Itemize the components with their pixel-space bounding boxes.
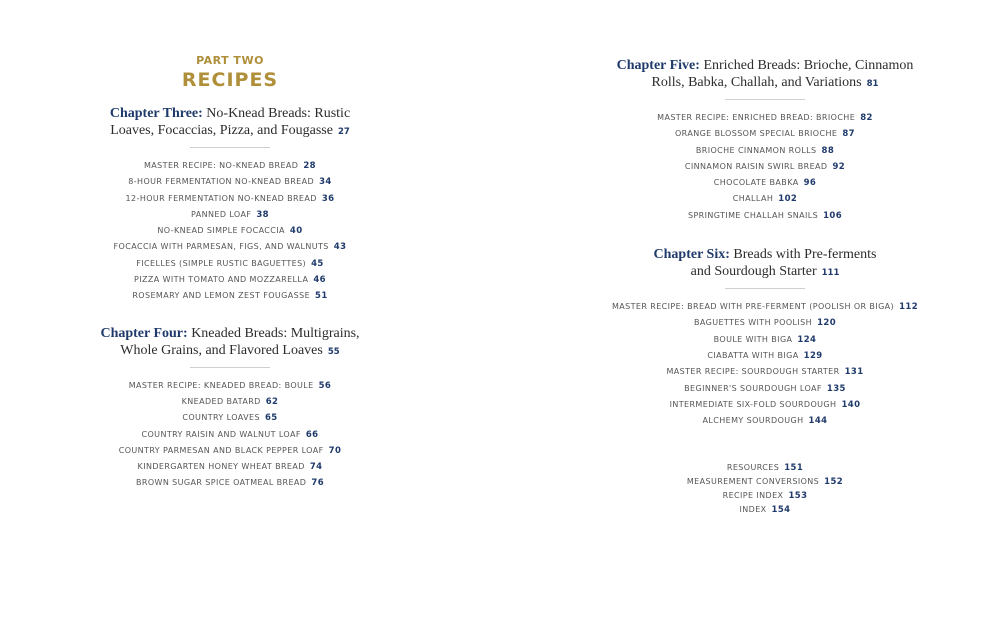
entry-page-number: 102 [778,194,798,205]
entry-list [600,110,930,224]
chapter-five [600,57,930,224]
entry-label: MASTER RECIPE: KNEADED BREAD: BOULE [128,380,314,390]
entry-label: MASTER RECIPE: NO-KNEAD BREAD [144,161,299,170]
chapter-label: Chapter Three: [109,106,203,121]
toc-entry[interactable] [80,288,380,304]
chapter-title-line2: Whole Grains, and Flavored Loaves [120,342,323,358]
entry-page-number: 62 [265,396,279,407]
chapter-title[interactable] [600,57,930,93]
toc-entry[interactable] [80,378,380,394]
chapter-title-line2: Loaves, Focaccias, Pizza, and Fougasse [110,123,333,138]
entry-label: CHALLAH [732,194,774,204]
entry-list [80,378,380,492]
toc-entry[interactable] [80,272,380,288]
toc-entry[interactable] [600,126,930,142]
chapter-title-line1: Enriched Breads: Brioche, Cinnamon [699,58,914,73]
entry-label: MASTER RECIPE: SOURDOUGH STARTER [666,367,840,377]
toc-entry[interactable] [600,110,930,126]
toc-entry[interactable] [80,239,380,255]
entry-page-number: 140 [841,399,861,410]
toc-entry[interactable] [600,489,930,503]
chapter-label: Chapter Six: [653,247,730,263]
entry-label: 12-HOUR FERMENTATION NO-KNEAD BREAD [125,193,317,203]
entry-page-number: 120 [817,318,837,329]
entry-page-number: 92 [832,161,846,172]
entry-page-number: 56 [318,380,332,391]
entry-page-number: 51 [315,291,328,302]
chapter-page: 55 [327,346,340,357]
divider [725,288,805,289]
entry-label: ORANGE BLOSSOM SPECIAL BRIOCHE [674,129,838,139]
entry-page-number: 129 [803,350,823,361]
entry-label: RESOURCES [726,463,780,473]
chapter-four [80,325,380,492]
entry-page-number: 88 [821,145,835,156]
chapter-title[interactable] [80,105,380,141]
toc-entry[interactable] [80,174,380,190]
toc-entry[interactable] [600,397,930,413]
entry-page-number: 34 [319,177,332,188]
entry-label: KNEADED BATARD [181,396,261,406]
entry-label: MEASUREMENT CONVERSIONS [686,477,820,487]
entry-label: MASTER RECIPE: BREAD WITH PRE-FERMENT (POOLISH OR BIGA) [611,302,895,312]
toc-entry[interactable] [600,143,930,159]
toc-entry[interactable] [80,410,380,426]
entry-label: SPRINGTIME CHALLAH SNAILS [687,210,819,220]
toc-entry[interactable] [600,315,930,331]
chapter-title[interactable] [80,325,380,361]
entry-label: PIZZA WITH TOMATO AND MOZZARELLA [134,275,309,285]
entry-label: CHOCOLATE BABKA [713,178,799,188]
toc-entry[interactable] [80,443,380,459]
entry-label: COUNTRY RAISIN AND WALNUT LOAF [141,429,301,439]
entry-page-number: 131 [844,367,864,378]
chapter-six [600,246,930,429]
entry-page-number: 151 [784,463,804,474]
entry-label: BEGINNER'S SOURDOUGH LOAF [684,383,822,393]
entry-label: BRIOCHE CINNAMON ROLLS [695,145,817,155]
entry-label: MASTER RECIPE: ENRICHED BREAD: BRIOCHE [657,113,856,122]
chapter-page: 111 [821,268,840,279]
toc-entry[interactable] [80,207,380,223]
entry-label: BROWN SUGAR SPICE OATMEAL BREAD [135,478,307,488]
toc-entry[interactable] [80,223,380,239]
entry-page-number: 66 [305,429,319,440]
entry-page-number: 106 [823,210,843,221]
chapter-page: 27 [337,127,350,137]
entry-label: COUNTRY LOAVES [182,413,260,423]
part-kicker: PART TWO [196,54,264,67]
entry-page-number: 112 [899,302,919,313]
entry-label: PANNED LOAF [191,209,252,219]
toc-entry[interactable] [80,191,380,207]
entry-label: BAGUETTES WITH POOLISH [693,318,813,328]
toc-entry[interactable] [600,475,930,489]
toc-entry[interactable] [600,381,930,397]
entry-page-number: 152 [824,477,844,488]
entry-page-number: 43 [333,242,347,253]
entry-label: NO-KNEAD SIMPLE FOCACCIA [157,226,285,236]
entry-label: 8-HOUR FERMENTATION NO-KNEAD BREAD [128,177,315,187]
left-page [80,0,380,492]
toc-entry[interactable] [80,158,380,174]
entry-label: BOULE WITH BIGA [713,334,793,344]
entry-page-number: 135 [826,383,846,394]
toc-entry[interactable] [80,256,380,272]
toc-entry[interactable] [600,413,930,429]
entry-label: ALCHEMY SOURDOUGH [702,416,804,426]
entry-label: KINDERGARTEN HONEY WHEAT BREAD [137,462,305,472]
entry-page-number: 153 [788,491,808,502]
chapter-label: Chapter Five: [616,58,700,73]
entry-page-number: 36 [321,193,335,204]
entry-page-number: 82 [860,113,873,123]
entry-label: ROSEMARY AND LEMON ZEST FOUGASSE [132,291,311,301]
toc-entry[interactable] [600,503,930,517]
toc-entry[interactable] [600,175,930,191]
entry-page-number: 74 [309,462,323,473]
toc-entry[interactable] [80,394,380,410]
entry-list [600,299,930,429]
entry-page-number: 70 [328,445,342,456]
entry-page-number: 28 [303,161,316,171]
divider [190,367,270,368]
entry-page-number: 144 [808,416,828,427]
chapter-title-line1: Kneaded Breads: Multigrains, [187,325,360,341]
entry-page-number: 124 [797,334,817,345]
entry-label: COUNTRY PARMESAN AND BLACK PEPPER LOAF [118,445,324,455]
chapter-title-line1: No-Knead Breads: Rustic [202,106,351,121]
chapter-page: 81 [866,79,879,89]
toc-entry[interactable] [600,299,930,315]
entry-page-number: 154 [771,505,791,516]
entry-list [80,158,380,305]
entry-page-number: 87 [842,129,855,140]
chapter-title-line2: Rolls, Babka, Challah, and Variations [651,75,862,90]
toc-entry[interactable] [600,159,930,175]
entry-page-number: 96 [803,178,817,189]
part-title: RECIPES [181,69,279,91]
toc-entry[interactable] [80,459,380,475]
back-matter [600,461,930,517]
entry-label: CINNAMON RAISIN SWIRL BREAD [684,161,828,171]
chapter-title-line1: Breads with Pre-ferments [729,247,877,263]
chapter-three [80,105,380,305]
divider [725,99,805,100]
entry-label: INTERMEDIATE SIX-FOLD SOURDOUGH [669,399,837,409]
chapter-label: Chapter Four: [100,325,188,341]
toc-entry[interactable] [600,332,930,348]
entry-page-number: 40 [289,226,303,237]
toc-entry[interactable] [80,427,380,443]
toc-entry[interactable] [600,461,930,475]
entry-label: CIABATTA WITH BIGA [707,350,799,360]
entry-label: RECIPE INDEX [722,491,784,501]
entry-page-number: 76 [311,478,325,489]
entry-page-number: 45 [311,258,324,269]
divider [190,147,270,148]
chapter-title-line2: and Sourdough Starter [690,264,817,280]
entry-page-number: 38 [256,209,269,220]
entry-page-number: 46 [313,275,326,286]
toc-entry[interactable] [600,364,930,380]
toc-entry[interactable] [600,348,930,364]
chapter-title[interactable] [600,246,930,282]
entry-page-number: 65 [264,413,278,424]
toc-entry[interactable] [80,475,380,491]
entry-label: INDEX [739,505,767,515]
toc-entry[interactable] [600,191,930,207]
toc-entry[interactable] [600,208,930,224]
entry-label: FICELLES (SIMPLE RUSTIC BAGUETTES) [136,258,307,268]
entry-label: FOCACCIA WITH PARMESAN, FIGS, AND WALNUTS [113,242,329,252]
right-page [600,0,930,517]
